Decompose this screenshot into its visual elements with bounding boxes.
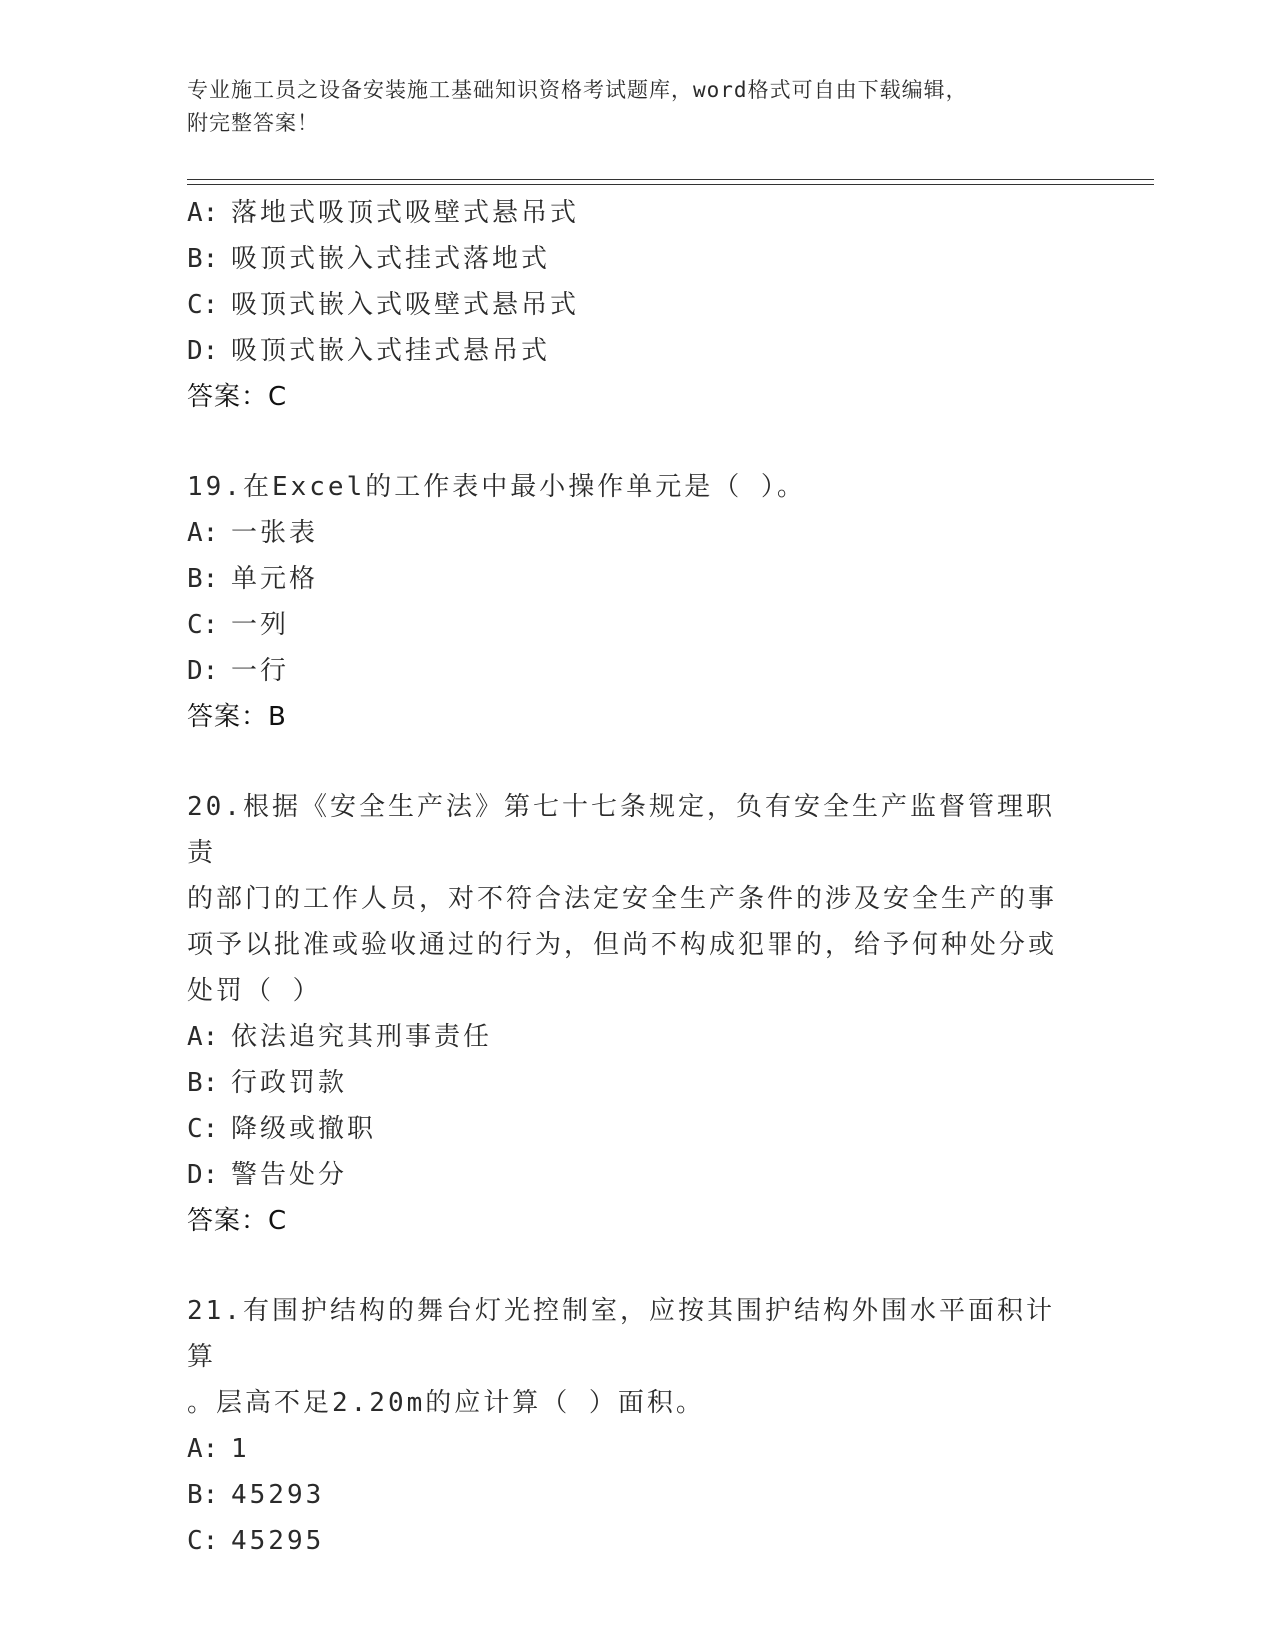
option-d: D: 吸顶式嵌入式挂式悬吊式: [187, 336, 551, 366]
question-text-line: 项予以批准或验收通过的行为，但尚不构成犯罪的，给予何种处分或: [187, 930, 1058, 960]
option-a: A: 依法追究其刑事责任: [187, 1022, 493, 1052]
question-text-line: 。层高不足2.20m的应计算（ ）面积。: [187, 1388, 705, 1418]
option-a: A: 落地式吸顶式吸壁式悬吊式: [187, 198, 580, 228]
option-b: B: 45293: [187, 1480, 325, 1510]
option-c: C: 一列: [187, 610, 290, 640]
answer-line: 答案：C: [187, 1206, 288, 1236]
answer-line: 答案：C: [187, 382, 288, 412]
question-block-19: [187, 464, 1087, 740]
option-b: B: 吸顶式嵌入式挂式落地式: [187, 244, 551, 274]
option-b: B: 行政罚款: [187, 1068, 348, 1098]
question-text-line: 的部门的工作人员，对不符合法定安全生产条件的涉及安全生产的事: [187, 884, 1058, 914]
question-text-line: 21.有围护结构的舞台灯光控制室，应按其围护结构外围水平面积计算: [187, 1296, 1055, 1372]
header-line-1: 专业施工员之设备安装施工基础知识资格考试题库，word格式可自由下载编辑，: [187, 78, 968, 102]
option-c: C: 45295: [187, 1526, 325, 1556]
question-block-partial: [187, 190, 1087, 420]
option-d: D: 警告处分: [187, 1160, 348, 1190]
option-c: C: 降级或撤职: [187, 1114, 377, 1144]
header-divider-top: [187, 179, 1154, 180]
question-list: [187, 190, 1087, 1564]
header-divider-bottom: [187, 184, 1154, 185]
option-d: D: 一行: [187, 656, 290, 686]
answer-line: 答案：B: [187, 702, 287, 732]
question-text: [187, 784, 1067, 1014]
question-text: [187, 1288, 1067, 1426]
document-header: [187, 74, 1067, 140]
question-text: 19.在Excel的工作表中最小操作单元是（ ）。: [187, 472, 806, 502]
option-a: A: 1: [187, 1434, 250, 1464]
question-text-line: 处罚（ ）: [187, 976, 322, 1006]
question-text-line: 20.根据《安全生产法》第七十七条规定，负有安全生产监督管理职责: [187, 792, 1055, 868]
option-b: B: 单元格: [187, 564, 319, 594]
option-a: A: 一张表: [187, 518, 319, 548]
question-block-20: [187, 784, 1087, 1244]
question-block-21: [187, 1288, 1087, 1564]
option-c: C: 吸顶式嵌入式吸壁式悬吊式: [187, 290, 580, 320]
header-line-2: 附完整答案！: [187, 111, 319, 135]
